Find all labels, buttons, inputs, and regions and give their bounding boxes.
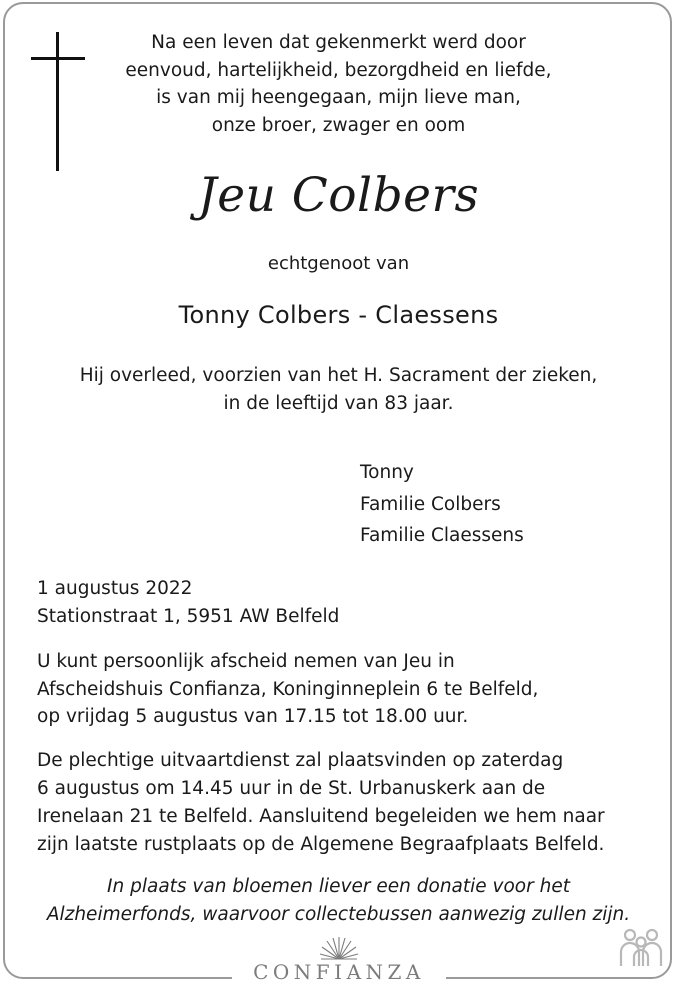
spouse-label: echtgenoot van xyxy=(267,253,410,274)
death-notice xyxy=(0,362,677,418)
donation-line: Alzheimerfonds, waarvoor collectebussen aanwezig zullen zijn. xyxy=(46,904,631,925)
service-line: zijn laatste rustplaats op de Algemene Begraafplaats Belfeld. xyxy=(37,834,605,855)
family-people-icon xyxy=(618,926,664,970)
deceased-name: Jeu Colbers xyxy=(197,168,480,223)
service-text xyxy=(37,747,605,859)
visitation-line: U kunt persoonlijk afscheid nemen van Jeu in xyxy=(37,651,455,672)
family-member: Tonny xyxy=(360,462,414,483)
intro-text xyxy=(0,29,677,139)
visitation-text xyxy=(37,648,538,731)
death-notice-line: in de leeftijd van 83 jaar. xyxy=(223,393,454,414)
family-member: Familie Claessens xyxy=(360,525,524,546)
confianza-logo xyxy=(233,935,445,984)
logo-text: CONFIANZA xyxy=(253,960,425,984)
intro-line: onze broer, zwager en oom xyxy=(211,114,466,136)
service-line: Irenelaan 21 te Belfeld. Aansluitend begeleiden we hem naar xyxy=(37,806,605,827)
date-address xyxy=(37,575,339,630)
family-list xyxy=(360,457,524,552)
notice-address: Stationstraat 1, 5951 AW Belfeld xyxy=(37,605,340,627)
death-notice-line: Hij overleed, voorzien van het H. Sacrament der zieken, xyxy=(79,365,598,386)
donation-line: In plaats van bloemen liever een donatie voor het xyxy=(107,876,570,897)
spouse-name: Tonny Colbers - Claessens xyxy=(178,301,499,329)
service-line: 6 augustus om 14.45 uur in de St. Urbanuskerk aan de xyxy=(37,778,546,799)
service-line: De plechtige uitvaartdienst zal plaatsvinden op zaterdag xyxy=(37,750,564,771)
family-member: Familie Colbers xyxy=(360,493,501,515)
intro-line: is van mij heengegaan, mijn lieve man, xyxy=(156,87,521,108)
visitation-line: op vrijdag 5 augustus van 17.15 tot 18.00 uur. xyxy=(37,706,469,727)
sunburst-logo-icon xyxy=(319,935,359,961)
intro-line: eenvoud, hartelijkheid, bezorgdheid en liefde, xyxy=(125,59,552,81)
intro-line: Na een leven dat gekenmerkt werd door xyxy=(151,32,526,53)
visitation-line: Afscheidshuis Confianza, Koninginneplein 6 te Belfeld, xyxy=(37,678,539,700)
notice-date: 1 augustus 2022 xyxy=(37,578,193,599)
donation-text xyxy=(0,873,677,929)
